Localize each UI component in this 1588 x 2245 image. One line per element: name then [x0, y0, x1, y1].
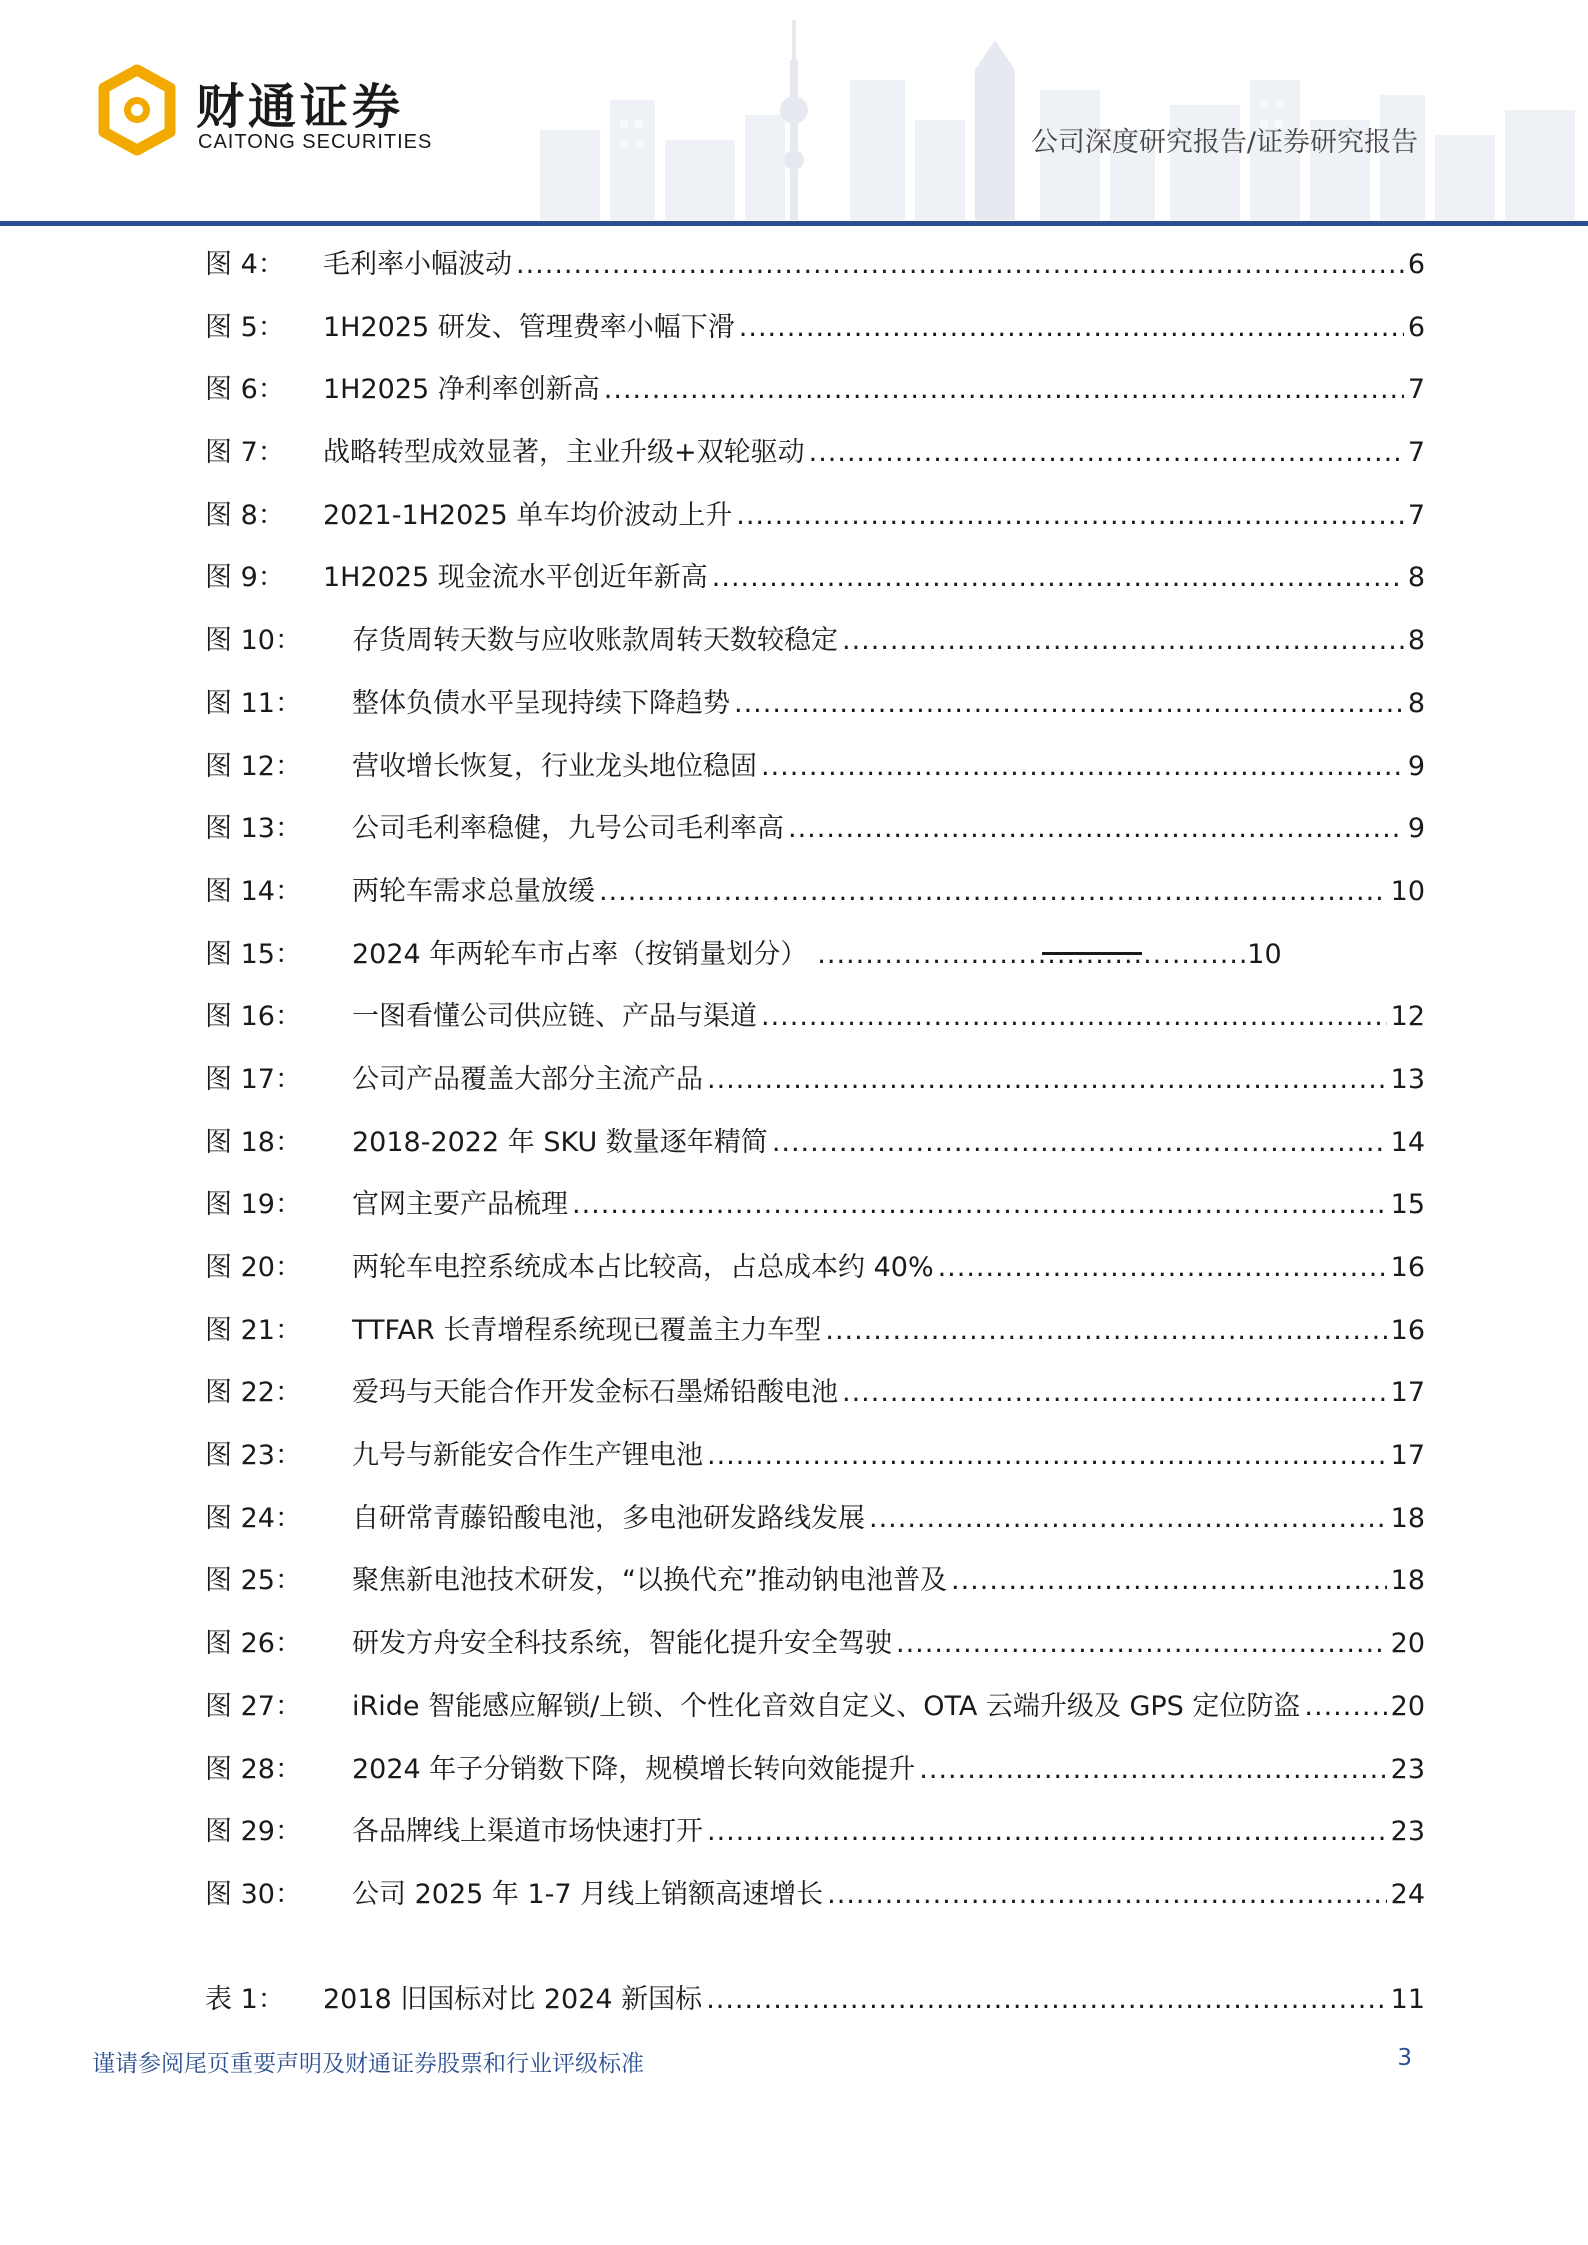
toc-label: 图 24： — [205, 1502, 302, 1534]
toc-page: 17 — [1390, 1440, 1425, 1472]
toc-entry[interactable] — [205, 305, 1425, 368]
toc-leader — [938, 1252, 1387, 1283]
toc-page: 20 — [1390, 1628, 1425, 1660]
toc-entry[interactable] — [205, 618, 1425, 681]
toc-entry[interactable] — [205, 1621, 1425, 1684]
toc-label: 图 22： — [205, 1377, 302, 1409]
toc-page: 23 — [1390, 1816, 1425, 1848]
toc-page: 8 — [1407, 562, 1425, 594]
toc-label: 图 18： — [205, 1126, 302, 1158]
report-type-label: 公司深度研究报告/证券研究报告 — [1030, 127, 1418, 158]
toc-label: 图 11： — [205, 687, 302, 719]
toc-title: 2018 旧国标对比 2024 新国标 — [323, 1983, 703, 2015]
toc-page: 16 — [1390, 1314, 1425, 1346]
toc-label: 图 25： — [205, 1565, 302, 1597]
toc-leader — [712, 562, 1404, 593]
toc-entry[interactable] — [205, 1370, 1425, 1433]
toc-leader — [825, 1315, 1386, 1346]
toc-page: 10 — [1247, 938, 1282, 970]
brand-name-chinese: 财通证券 — [196, 79, 405, 135]
toc-leader — [516, 249, 1404, 280]
toc-entry[interactable] — [205, 1872, 1425, 1935]
toc-label: 图 16： — [205, 1001, 302, 1033]
toc-page: 6 — [1407, 311, 1425, 343]
toc-entry[interactable] — [205, 1433, 1425, 1496]
toc-leader — [736, 500, 1404, 531]
toc-label: 图 8： — [205, 499, 285, 531]
toc-label: 图 9： — [205, 562, 285, 594]
toc-title: 两轮车电控系统成本占比较高，占总成本约 40% — [352, 1252, 934, 1283]
toc-leader — [842, 1377, 1387, 1408]
toc-leader — [772, 1127, 1387, 1158]
toc-title: 官网主要产品梳理 — [352, 1189, 568, 1221]
toc-leader — [604, 374, 1404, 405]
page-number: 3 — [1397, 2045, 1412, 2071]
toc-title: 1H2025 净利率创新高 — [323, 374, 600, 406]
toc-title: 公司毛利率稳健，九号公司毛利率高 — [352, 813, 784, 845]
toc-entry[interactable] — [205, 744, 1425, 807]
toc-entry[interactable] — [205, 932, 1425, 995]
toc-title: 研发方舟安全科技系统，智能化提升安全驾驶 — [352, 1628, 892, 1660]
toc-leader — [869, 1503, 1387, 1534]
page-header — [0, 0, 1588, 232]
toc-leader — [1304, 1691, 1386, 1722]
toc-title: 整体负债水平呈现持续下降趋势 — [352, 687, 730, 719]
toc-entry[interactable] — [205, 1057, 1425, 1120]
toc-entry[interactable] — [205, 681, 1425, 744]
toc-page: 12 — [1390, 1001, 1425, 1033]
toc-label: 图 5： — [205, 311, 285, 343]
toc-title: 九号与新能安合作生产锂电池 — [352, 1440, 703, 1472]
brand-name-english: CAITONG SECURITIES — [198, 131, 433, 153]
toc-entry[interactable] — [205, 1747, 1425, 1810]
toc-page: 23 — [1390, 1753, 1425, 1785]
toc-leader — [896, 1628, 1387, 1659]
toc-page: 10 — [1390, 875, 1425, 907]
toc-page: 24 — [1390, 1878, 1425, 1910]
toc-title: 各品牌线上渠道市场快速打开 — [352, 1816, 703, 1848]
toc-leader — [788, 813, 1404, 844]
toc-title: 公司 2025 年 1-7 月线上销额高速增长 — [352, 1878, 824, 1910]
toc-title: 存货周转天数与应收账款周转天数较稳定 — [352, 625, 838, 657]
header-divider — [0, 221, 1588, 226]
toc-title: 2024 年子分销数下降，规模增长转向效能提升 — [352, 1753, 916, 1785]
toc-title: 1H2025 现金流水平创近年新高 — [323, 562, 708, 594]
toc-label: 图 20： — [205, 1252, 302, 1283]
toc-page: 13 — [1390, 1063, 1425, 1095]
toc-label: 图 27： — [205, 1690, 302, 1722]
toc-title: 2018-2022 年 SKU 数量逐年精简 — [352, 1126, 768, 1158]
toc-title: iRide 智能感应解锁/上锁、个性化音效自定义、OTA 云端升级及 GPS 定位防盗 — [352, 1690, 1301, 1722]
toc-page: 7 — [1407, 499, 1425, 531]
toc-label: 图 14： — [205, 875, 302, 907]
toc-leader — [761, 751, 1404, 782]
toc-title: 自研常青藤铅酸电池，多电池研发路线发展 — [352, 1502, 865, 1534]
toc-leader — [951, 1565, 1387, 1596]
toc-title: 战略转型成效显著，主业升级+双轮驱动 — [323, 437, 805, 469]
toc-title: 2021-1H2025 单车均价波动上升 — [323, 499, 733, 531]
toc-page: 6 — [1407, 249, 1425, 280]
toc-label: 图 4： — [205, 249, 285, 280]
toc-label: 图 10： — [205, 625, 302, 657]
toc-title: 营收增长恢复，行业龙头地位稳固 — [352, 750, 757, 782]
toc-page: 16 — [1390, 1252, 1425, 1283]
toc-label: 图 6： — [205, 374, 285, 406]
toc-entry[interactable] — [205, 994, 1425, 1057]
toc-entry[interactable] — [205, 1684, 1425, 1747]
toc-page: 20 — [1390, 1690, 1425, 1722]
toc-leader — [761, 1001, 1387, 1032]
toc-entry[interactable] — [205, 242, 1425, 305]
toc-leader — [827, 1879, 1386, 1910]
toc-entry[interactable] — [205, 1120, 1425, 1183]
toc-entry[interactable] — [205, 1558, 1425, 1621]
toc-leader — [707, 1064, 1387, 1095]
toc-page: 18 — [1390, 1565, 1425, 1597]
toc-label: 图 15： — [205, 938, 302, 970]
toc-title: 聚焦新电池技术研发，“以换代充”推动钠电池普及 — [352, 1565, 947, 1597]
toc-entry[interactable] — [205, 1496, 1425, 1559]
toc-title: 一图看懂公司供应链、产品与渠道 — [352, 1001, 757, 1033]
toc-page: 11 — [1390, 1983, 1425, 2015]
toc-leader — [817, 939, 1247, 970]
toc-label: 图 17： — [205, 1063, 302, 1095]
toc-leader — [707, 1440, 1387, 1471]
toc-entry[interactable] — [205, 555, 1425, 618]
toc-page: 8 — [1407, 687, 1425, 719]
toc-entry[interactable] — [205, 1182, 1425, 1245]
toc-page: 9 — [1407, 813, 1425, 845]
toc-label: 图 26： — [205, 1628, 302, 1660]
toc-title: 两轮车需求总量放缓 — [352, 875, 595, 907]
toc-leader — [599, 876, 1387, 907]
toc-page: 17 — [1390, 1377, 1425, 1409]
toc-label: 图 23： — [205, 1440, 302, 1472]
toc-title: 毛利率小幅波动 — [323, 249, 512, 280]
toc-page: 7 — [1407, 374, 1425, 406]
toc-title: 2024 年两轮车市占率（按销量划分） — [352, 938, 808, 970]
toc-entry[interactable] — [205, 430, 1425, 493]
footer-disclaimer: 谨请参阅尾页重要声明及财通证券股票和行业评级标准 — [92, 2051, 644, 2077]
toc-label: 图 29： — [205, 1816, 302, 1848]
toc-title: TTFAR 长青增程系统现已覆盖主力车型 — [352, 1314, 822, 1346]
toc-label: 图 30： — [205, 1878, 302, 1910]
toc-label: 表 1： — [205, 1983, 285, 2015]
toc-page: 9 — [1407, 750, 1425, 782]
toc-label: 图 21： — [205, 1314, 302, 1346]
toc-entry[interactable] — [205, 367, 1425, 430]
toc-page: 7 — [1407, 437, 1425, 469]
caitong-logo-icon — [92, 62, 182, 158]
toc-entry[interactable] — [205, 1308, 1425, 1371]
toc-entry[interactable] — [205, 1977, 1425, 2040]
toc-label: 图 19： — [205, 1189, 302, 1221]
toc-entry[interactable] — [205, 1809, 1425, 1872]
toc-title: 1H2025 研发、管理费率小幅下滑 — [323, 311, 735, 343]
toc-page: 18 — [1390, 1502, 1425, 1534]
toc-page: 14 — [1390, 1126, 1425, 1158]
toc-leader — [707, 1816, 1387, 1847]
toc-label: 图 12： — [205, 750, 302, 782]
toc-leader — [739, 312, 1404, 343]
toc-page: 8 — [1407, 625, 1425, 657]
toc-leader — [734, 688, 1404, 719]
toc-entry[interactable] — [205, 869, 1425, 932]
toc-label: 图 13： — [205, 813, 302, 845]
toc-leader — [706, 1984, 1386, 2015]
toc-entry[interactable] — [205, 493, 1425, 556]
toc-entry[interactable] — [205, 1245, 1425, 1308]
toc-page: 15 — [1390, 1189, 1425, 1221]
toc-section-gap — [205, 1935, 1425, 1977]
table-of-contents — [205, 242, 1425, 2039]
toc-leader — [919, 1754, 1386, 1785]
toc-label: 图 7： — [205, 437, 285, 469]
toc-leader — [572, 1189, 1387, 1220]
toc-leader — [842, 625, 1404, 656]
toc-entry[interactable] — [205, 806, 1425, 869]
toc-leader — [809, 437, 1404, 468]
toc-label: 图 28： — [205, 1753, 302, 1785]
leader-artifact-line — [1042, 952, 1142, 955]
toc-title: 爱玛与天能合作开发金标石墨烯铅酸电池 — [352, 1377, 838, 1409]
toc-title: 公司产品覆盖大部分主流产品 — [352, 1063, 703, 1095]
